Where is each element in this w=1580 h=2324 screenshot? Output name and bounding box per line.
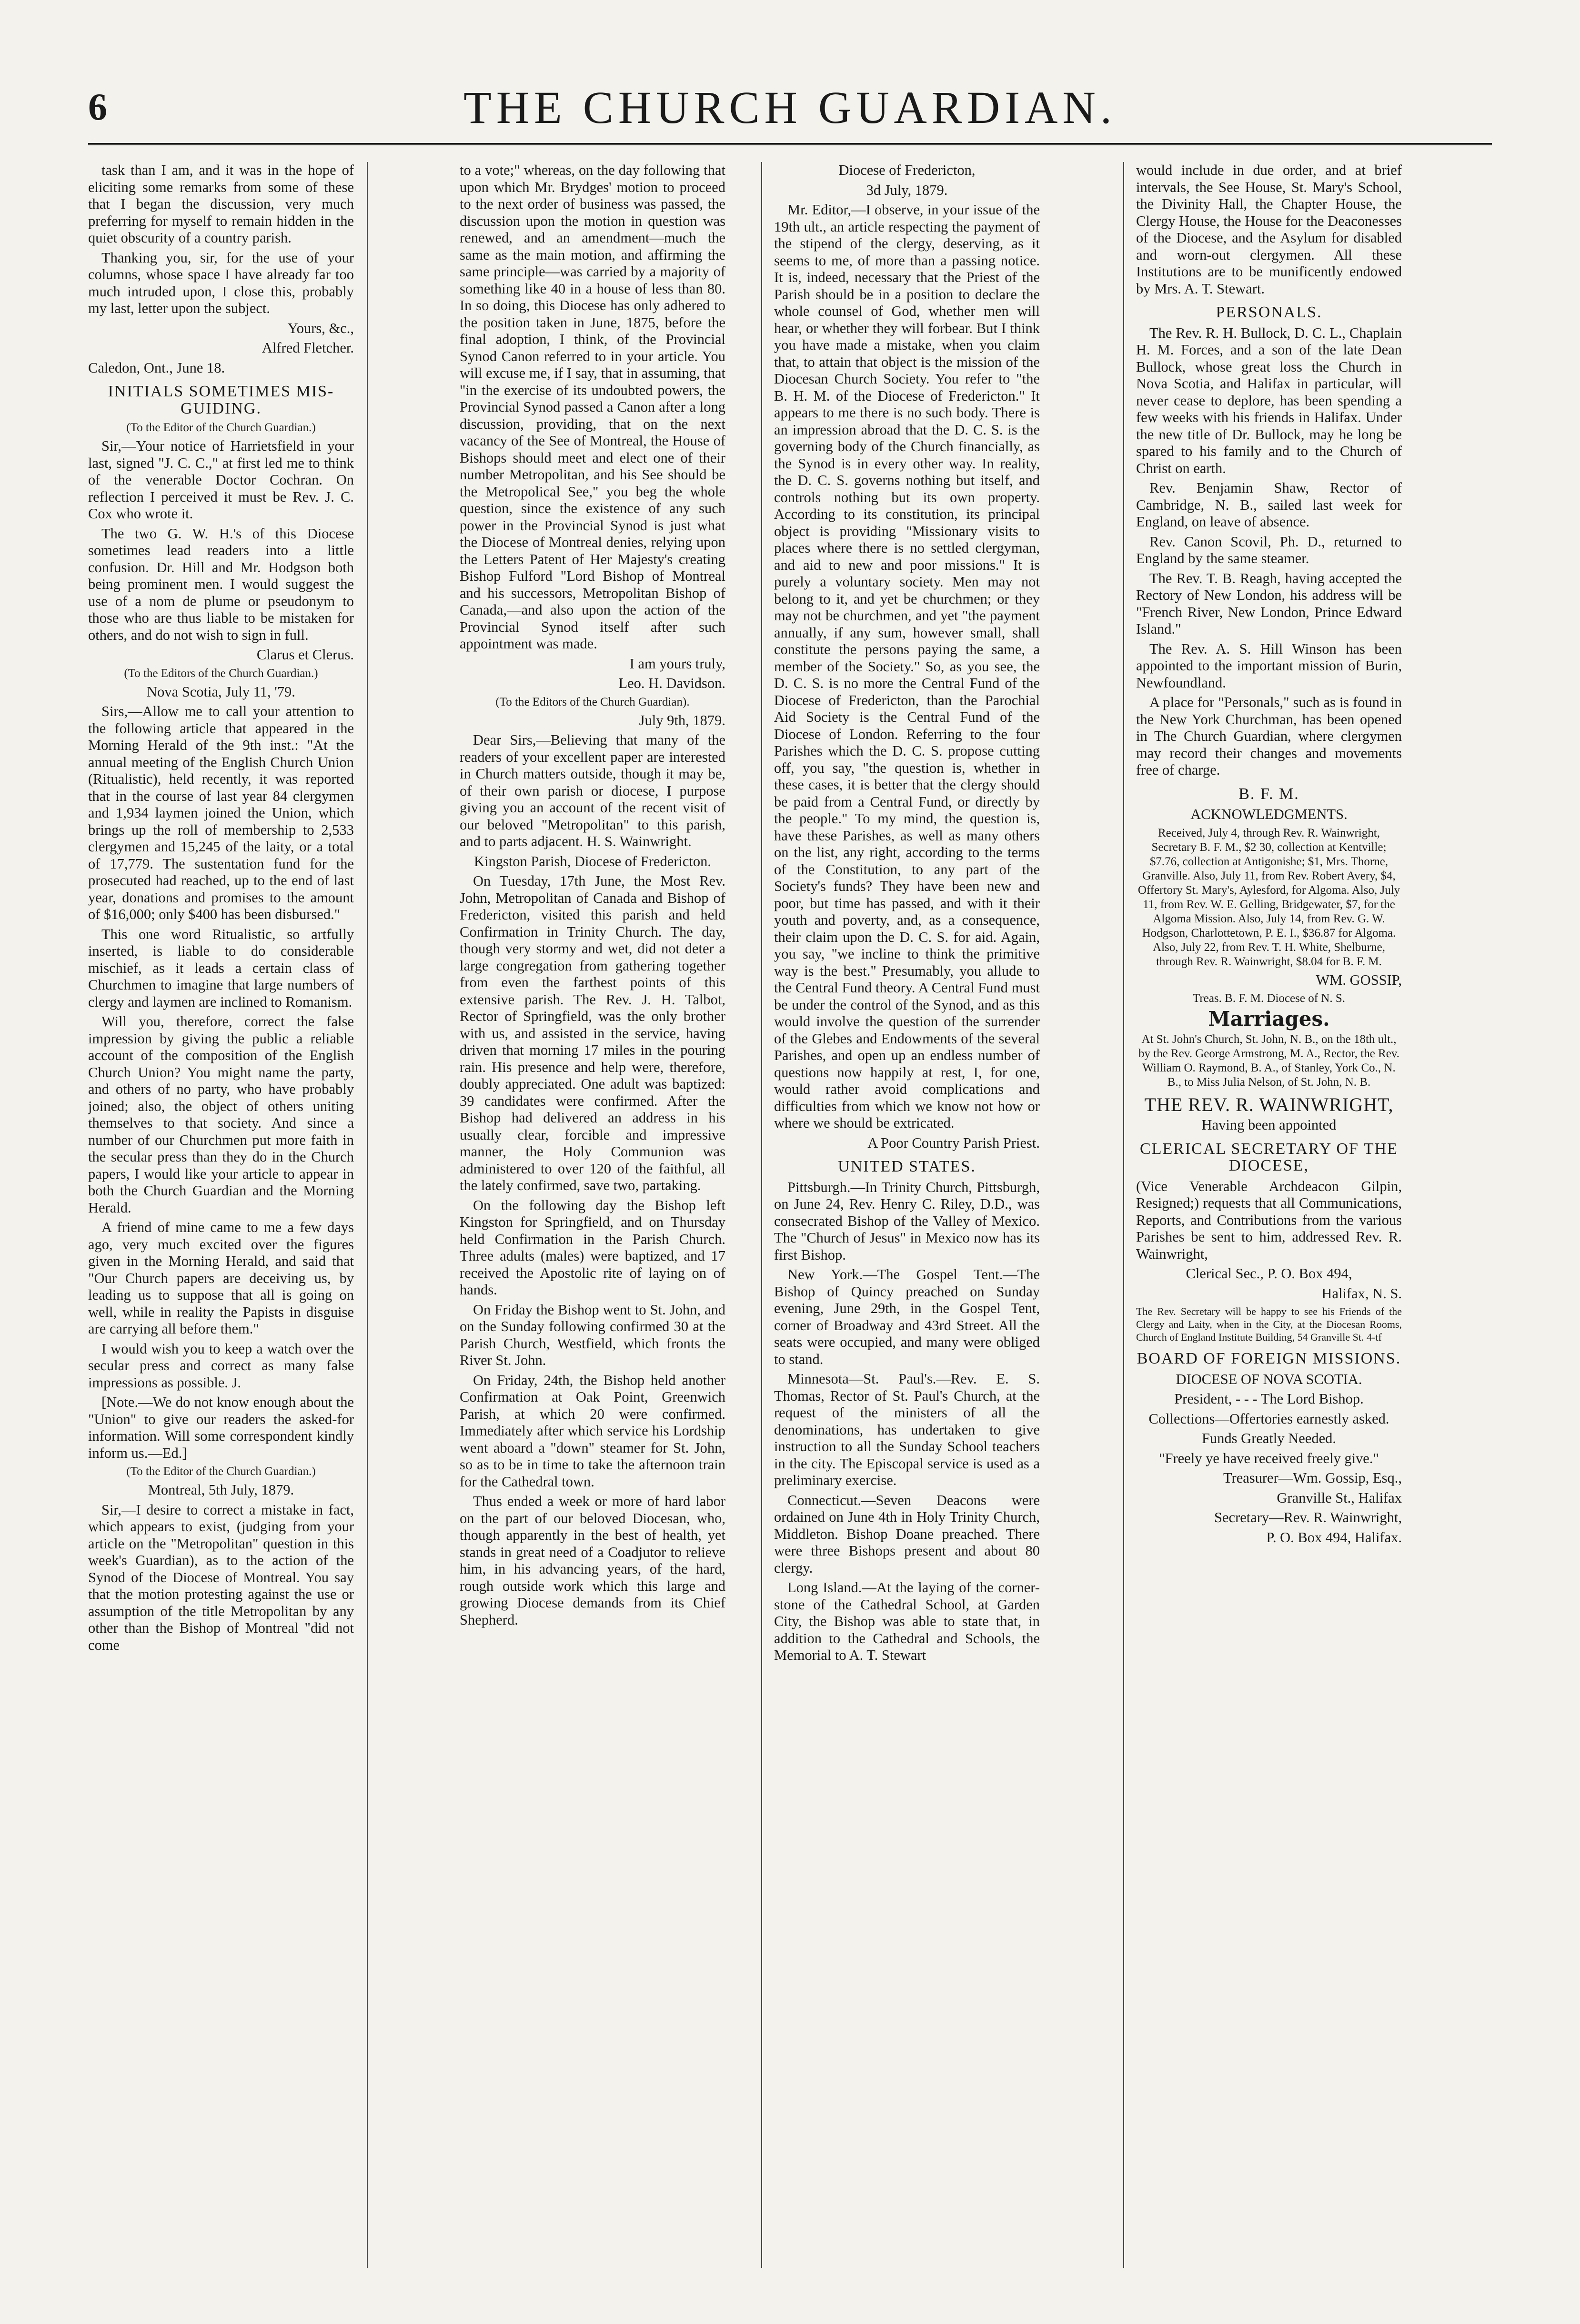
signature-line: Granville St., Halifax — [1277, 1489, 1402, 1506]
paragraph: Pittsburgh.—In Trinity Church, Pittsburgh, on June 24, Rev. Henry C. Riley, D.D., was consecrated Bishop of the Valley of Mexico. The "Church of Jesus" in Mexico now has its first Bishop. — [774, 1179, 1040, 1263]
centered-line: Having been appointed — [1201, 1117, 1337, 1133]
paragraph: A place for "Personals," such as is found in the New York Churchman, has been opened in The Church Guardian, where clergymen may record their changes and movements free of charge. — [1136, 694, 1402, 778]
signature-line: Secretary—Rev. R. Wainwright, — [1214, 1509, 1402, 1526]
centered-line: Diocese of Fredericton, — [838, 162, 976, 178]
section-heading: INITIALS SOMETIMES MIS-GUIDING. — [108, 383, 334, 417]
paragraph: Long Island.—At the laying of the corner-stone of the Cathedral School, at Garden City, the Bishop was able to state that, in addition to the Cathedral and Schools, the Memorial to A. T. Stewart — [774, 1579, 1040, 1663]
column-4 — [1136, 162, 1402, 2268]
centered-line: ACKNOWLEDGMENTS. — [1190, 806, 1348, 822]
paragraph: The two G. W. H.'s of this Diocese sometimes lead readers into a little confusion. Dr. Hill and Mr. Hodgson both being prominent men. I would suggest the use of a nom de plume or pseudonym to those who are thus liable to be mistaken for others, and do not wish to sign in full. — [88, 525, 354, 643]
section-heading: BOARD OF FOREIGN MISSIONS. — [1137, 1350, 1401, 1367]
paragraph: Sir,—Your notice of Harrietsfield in your last, signed "J. C. C.," at first led me to think of the venerable Doctor Cochran. On reflection I perceived it must be Rev. J. C. Cox who wrote it. — [88, 438, 354, 522]
signature-line: July 9th, 1879. — [639, 712, 725, 728]
fine-print: The Rev. Secretary will be happy to see his Friends of the Clergy and Laity, when in the City, at the Diocesan Rooms, Church of England Institute Building, 54 Granville St. 4-tf — [1136, 1305, 1402, 1343]
centered-line: Clerical Sec., P. O. Box 494, — [1186, 1265, 1352, 1282]
signature-line: P. O. Box 494, Halifax. — [1266, 1529, 1402, 1546]
centered-line: President, - - - The Lord Bishop. — [1174, 1391, 1364, 1407]
paragraph: Will you, therefore, correct the false impression by giving the public a reliable account of the composition of the English Church Union? You might name the party, and others of no party, who have probably joined; also, the object of others uniting themselves to that society. And since a number of our Churchmen put more faith in the secular press than they do in the Church papers, I would like your article to appear in both the Church Guardian and the Morning Herald. — [88, 1013, 354, 1216]
editorial-note: (To the Editors of the Church Guardian). — [495, 695, 690, 708]
paragraph: Thanking you, sir, for the use of your columns, whose space I have already far too much intruded upon, I close this, probably my last, letter upon the subject. — [88, 249, 354, 316]
paragraph: On Friday the Bishop went to St. John, and on the Sunday following confirmed 30 at the Parish Church, Westfield, which fronts the River St. John. — [460, 1301, 725, 1368]
paragraph: On Friday, 24th, the Bishop held another Confirmation at Oak Point, Greenwich Parish, at which 20 were confirmed. Immediately after which service his Lordship went aboard a "down" steamer for St. John, so as to be in time to take the afternoon train for the Cathedral town. — [460, 1372, 725, 1490]
paragraph: The Rev. T. B. Reagh, having accepted the Rectory of New London, his address will be "French River, New London, Prince Edward Island." — [1136, 570, 1402, 637]
editorial-note: (To the Editor of the Church Guardian.) — [126, 1465, 316, 1478]
signature-line: Yours, &c., — [287, 320, 354, 336]
paragraph: Thus ended a week or more of hard labor on the part of our beloved Diocesan, who, though apparently in the best of health, yet stands in great need of a Coadjutor to relieve him, in his advancing years, of the hard, rough outside work which this large and growing Diocese demands from its Chief Shepherd. — [460, 1493, 725, 1628]
centered-line: DIOCESE OF NOVA SCOTIA. — [1176, 1371, 1362, 1387]
paragraph: Sirs,—Allow me to call your attention to the following article that appeared in the Morning Herald of the 9th inst.: "At the annual meeting of the English Church Union (Ritualistic), held recently, it was reported that in the course of last year 84 clergymen and 1,934 laymen joined the Union, which brings up the roll of membership to 2,533 clergymen and 15,245 of the laity, or a total of 17,779. The sustentation fund for the prosecuted had reached, up to the end of last year, donations and promises to the amount of $16,000; only $400 has been disbursed." — [88, 703, 354, 922]
section-heading: Marriages. — [1208, 1007, 1330, 1031]
signature-line: WM. GOSSIP, — [1316, 971, 1402, 988]
signature-line: Alfred Fletcher. — [262, 340, 354, 356]
signature-line: I am yours truly, — [629, 655, 725, 672]
section-heading: CLERICAL SECRETARY OF THE DIOCESE, — [1140, 1140, 1398, 1174]
paragraph: Sir,—I desire to correct a mistake in fact, which appears to exist, (judging from your article on the "Metropolitan" question in this week's Guardian), as to the action of the Synod of the Diocese of Montreal. You say that the motion protesting against the use or assumption of the title Metropolitan by any other than the Bishop of Montreal "did not come — [88, 1501, 354, 1653]
paragraph: A friend of mine came to me a few days ago, very much excited over the figures given in the Morning Herald, and said that "Our Church papers are deceiving us, by leading us to suppose that all is going on well, while in reality the Papists in disguise are carrying all before them." — [88, 1219, 354, 1337]
centered-line: "Freely ye have received freely give." — [1159, 1450, 1379, 1466]
paragraph: The Rev. A. S. Hill Winson has been appointed to the important mission of Burin, Newfoundland. — [1136, 640, 1402, 691]
newspaper-title: THE CHURCH GUARDIAN. — [463, 82, 1117, 133]
editorial-note: (To the Editors of the Church Guardian.) — [124, 667, 318, 680]
paragraph: This one word Ritualistic, so artfully inserted, is liable to do considerable mischief, as it leads a certain class of Churchmen to imagine that large numbers of clergy and laymen are inclined to Romanism. — [88, 926, 354, 1010]
paragraph: The Rev. R. H. Bullock, D. C. L., Chaplain H. M. Forces, and a son of the late Dean Bullock, whose great loss the Church in Nova Scotia, and Halifax in particular, will never cease to deplore, has been spending a few weeks with his friends in Halifax. Under the new title of Dr. Bullock, may he long be spared to his family and to the Church of Christ on earth. — [1136, 324, 1402, 476]
paragraph: (Vice Venerable Archdeacon Gilpin, Resigned;) requests that all Communications, Reports, and Contributions from the various Parishes be sent to him, addressed Rev. R. Wainwright, — [1136, 1178, 1402, 1262]
section-heading: PERSONALS. — [1216, 303, 1322, 321]
section-heading: B. F. M. — [1238, 785, 1299, 803]
paragraph: I would wish you to keep a watch over the secular press and correct as many false impressions as possible. J. — [88, 1340, 354, 1391]
centered-line: 3d July, 1879. — [866, 182, 948, 198]
paragraph: Rev. Benjamin Shaw, Rector of Cambridge, N. B., sailed last week for England, on leave of absence. — [1136, 480, 1402, 530]
centered-line: Montreal, 5th July, 1879. — [148, 1482, 294, 1498]
centered-line: Kingston Parish, Diocese of Fredericton. — [473, 853, 712, 869]
signature-line: Leo. H. Davidson. — [618, 675, 725, 691]
masthead — [88, 71, 1492, 145]
page-number: 6 — [88, 86, 107, 128]
paragraph: would include in due order, and at brief intervals, the See House, St. Mary's School, the Divinity Hall, the Chapter House, the Clergy House, the House for the Deaconesses of the Diocese, and the Asylum for disabled and worn-out clergymen. All these Institutions are to be munificently endowed by Mrs. A. T. Stewart. — [1136, 162, 1402, 297]
column-1 — [88, 162, 354, 2268]
column-rule — [761, 162, 762, 2268]
paragraph: Mr. Editor,—I observe, in your issue of the 19th ult., an article respecting the payment of the stipend of the clergy, deserving, as it seems to me, of more than a passing notice. It is, indeed, necessary that the Priest of the Parish should be in a position to declare the whole counsel of God, whether men will hear, or whether they will forbear. But I think you have made a mistake, when you claim that, to attain that object is the mission of the Diocesan Church Society. You refer to "the B. H. M. of the Diocese of Fredericton." It appears to me there is no such body. There is an impression abroad that the D. C. S. is the governing body of the Church financially, as the Synod is in every other way. In reality, the D. C. S. governs nothing but itself, and controls nothing but its own property. According to its constitution, its principal object is providing "Missionary visits to places where there is no settled clergyman, and aid to new and poor missions." It is purely a voluntary society. Men may not belong to it, and yet be churchmen; or they may not be churchmen, and yet "the payment annually, if any sum, however small, shall constitute the persons paying the same, a member of the Society." So, as you see, the D. C. S. is no more the Central Fund of the Diocese of Fredericton, than the Parochial Aid Society is the Central Fund of the Diocese of London. Referring to the four Parishes which the D. C. S. propose cutting off, you say, "the question is, whether in these cases, it is better that the clergy should be paid from a Central Fund, or directly by the people." To my mind, the question is, have these Parishes, as well as many others on the list, any right, according to the terms of the Constitution, to any part of the Society's funds? They have been new and poor, but time has passed, and with it their youth and poverty, and, as a consequence, their claim upon the D. C. S. for aid. Again, you say, "we incline to think the primitive way is the best." Presumably, you allude to the Central Fund theory. A Central Fund must be under the control of the Synod, and as this would involve the question of the surrender of the Glebes and Endowments of the several Parishes, and open up an endless number of questions now happily at rest, I, for one, would rather avoid complications and difficulties from which we know not how or where we should be extricated. — [774, 202, 1040, 1131]
column-rule — [1123, 162, 1124, 2268]
paragraph: Connecticut.—Seven Deacons were ordained on June 4th in Holy Trinity Church, Middleton. Bishop Doane preached. There were three Bishops present and about 80 clergy. — [774, 1492, 1040, 1576]
column-rule — [367, 162, 368, 2268]
section-heading: UNITED STATES. — [838, 1158, 976, 1175]
paragraph: On Tuesday, 17th June, the Most Rev. John, Metropolitan of Canada and Bishop of Fredericton, visited this parish and held Confirmation in Trinity Church. The day, though very stormy and wet, did not deter a large congregation from gathering together from even the farthest points of this extensive parish. The Rev. J. H. Talbot, Rector of Springfield, was the only brother with us, and assisted in the service, having driven that morning 17 miles in the pouring rain. His presence and help were, therefore, doubly appreciated. One adult was baptized: 39 candidates were confirmed. After the Bishop had delivered an address in his usually clear, forcible and impressive manner, the Holy Communion was administered to over 120 of the faithful, all the lately confirmed, save two, partaking. — [460, 873, 725, 1193]
notice-heading: THE REV. R. WAINWRIGHT, — [1144, 1093, 1394, 1115]
column-3 — [774, 162, 1040, 2268]
signature-line: Halifax, N. S. — [1321, 1285, 1402, 1302]
signature-line: A Poor Country Parish Priest. — [867, 1134, 1040, 1151]
paragraph: Caledon, Ont., June 18. — [88, 359, 225, 376]
column-2 — [460, 162, 725, 2268]
paragraph: task than I am, and it was in the hope of eliciting some remarks from some of these that I began the discussion, very much preferring for myself to remain hidden in the quiet obscurity of a country parish. — [88, 162, 354, 246]
editorial-note: At St. John's Church, St. John, N. B., on the 18th ult., by the Rev. George Armstrong, M. A., Rector, the Rev. William O. Raymond, B. A., of Stanley, York Co., N. B., to Miss Julia Nelson, of St. John, N. B. — [1138, 1032, 1399, 1089]
centered-line: Collections—Offertories earnestly asked. — [1148, 1410, 1389, 1427]
paragraph: Rev. Canon Scovil, Ph. D., returned to England by the same steamer. — [1136, 533, 1402, 566]
centered-line: Funds Greatly Needed. — [1201, 1430, 1337, 1446]
paragraph: On the following day the Bishop left Kingston for Springfield, and on Thursday held Confirmation in the Parish Church. Three adults (males) were baptized, and 17 received the Apostolic rite of laying on of hands. — [460, 1197, 725, 1298]
paragraph: [Note.—We do not know enough about the "Union" to give our readers the asked-for information. Will some correspondent kindly inform us.—Ed.] — [88, 1394, 354, 1461]
paragraph: to a vote;" whereas, on the day following that upon which Mr. Brydges' motion to proceed to the next order of business was passed, the discussion upon the motion in question was renewed, and an amendment—much the same as the main motion, and affirming the same principle—was carried by a majority of something like 40 in a house of less than 80. In so doing, this Diocese has only adhered to the position taken in June, 1875, before the final adoption, I think, of the Provincial Synod Canon referred to in your article. You will excuse me, if I say, that in assuming, that "in the exercise of its undoubted powers, the Provincial Synod passed a Canon after a long discussion, providing, that on the next vacancy of the See of Montreal, the House of Bishops should meet and elect one of their number Metropolitan, and his See should be the Metropolical See," you beg the whole question, since the existence of any such power in the Provincial Synod is just what the Diocese of Montreal denies, relying upon the Letters Patent of Her Majesty's creating Bishop Fulford "Lord Bishop of Montreal and his successors, Metropolitan Bishop of Canada,—and also upon the action of the Provincial Synod itself after such appointment was made. — [460, 162, 725, 652]
paragraph: Dear Sirs,—Believing that many of the readers of your excellent paper are interested in Church matters outside, though it may be, of their own parish or diocese, I purpose giving you an account of the recent visit of our beloved "Metropolitan" to this parish, and to parts adjacent. H. S. Wainwright. — [460, 732, 725, 849]
paragraph: Minnesota—St. Paul's.—Rev. E. S. Thomas, Rector of St. Paul's Church, at the request of the ministers of all the denominations, has undertaken to give instruction to all the Sunday School teachers in the city. The Episcopal service is used as a preliminary exercise. — [774, 1371, 1040, 1488]
editorial-note: Treas. B. F. M. Diocese of N. S. — [1193, 992, 1345, 1005]
paragraph: New York.—The Gospel Tent.—The Bishop of Quincy preached on Sunday evening, June 29th, in the Gospel Tent, corner of Broadway and 43rd Street. All the seats were occupied, and many were obliged to stand. — [774, 1266, 1040, 1367]
signature-line: Treasurer—Wm. Gossip, Esq., — [1223, 1470, 1402, 1486]
signature-line: Clarus et Clerus. — [256, 647, 354, 663]
editorial-note: (To the Editor of the Church Guardian.) — [126, 421, 316, 434]
editorial-note: Received, July 4, through Rev. R. Wainwright, Secretary B. F. M., $2 30, collection at Kentville; $7.76, collection at Antigonishe; $1, Mrs. Thorne, Granville. Also, July 11, from Rev. Robert Avery, $4, Offertory St. Mary's, Aylesford, for Algoma. Also, July 11, from Rev. W. E. Gelling, Bridgewater, $7, for the Algoma Mission. Also, July 14, from Rev. G. W. Hodgson, Charlottetown, P. E. I., $36.87 for Algoma. Also, July 22, from Rev. T. H. White, Shelburne, through Rev. R. Wainwright, $8.04 for B. F. M. — [1137, 826, 1400, 968]
centered-line: Nova Scotia, July 11, '79. — [147, 683, 295, 700]
